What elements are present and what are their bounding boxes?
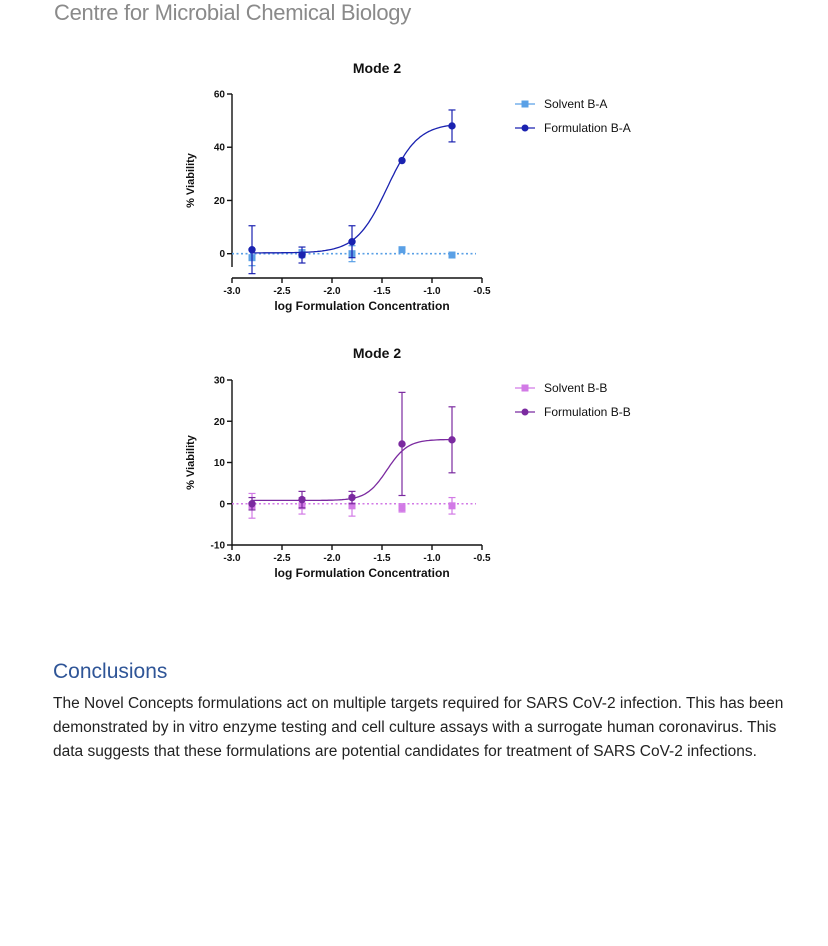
y-tick-label: 0 [219,249,225,261]
legend-label: Solvent B-A [544,97,608,111]
legend-entry [515,97,607,111]
y-tick-label: 0 [219,499,225,511]
x-tick-label: -1.5 [373,286,391,297]
conclusions-heading: Conclusions [53,660,168,683]
x-tick-label: -3.0 [223,553,241,564]
data-point [449,502,456,509]
y-tick-label: 20 [213,416,225,428]
legend-entry [515,381,607,395]
series-solvent-b-a [232,246,476,266]
conclusions-text: The Novel Concepts formulations act on multiple targets required for SARS CoV-2 infection. This has been demonstrated by in vitro enzyme testing and cell culture assays with a surrogate human coronavirus. This data suggests that these formulations are potential candidates for treatment of SARS CoV-2 infections. [53,695,784,760]
data-point [348,238,355,245]
data-point [248,500,255,507]
legend-marker [522,101,529,108]
data-point [398,440,405,447]
x-tick-label: -0.5 [473,286,491,297]
data-point [448,436,455,443]
chart-title: Mode 2 [352,60,402,76]
x-tick-label: -1.0 [423,286,441,297]
data-point [449,252,456,259]
x-tick-label: -2.0 [323,286,341,297]
x-tick-label: -1.5 [373,553,391,564]
y-tick-label: -10 [210,540,225,552]
y-axis-label: % Viability [185,153,197,208]
legend-marker [522,125,529,132]
legend-entry [515,405,631,419]
legend-label: Formulation B-A [544,121,631,135]
data-point [348,494,355,501]
data-point [298,496,305,503]
y-tick-label: 40 [213,142,225,154]
x-axis-label: log Formulation Concentration [274,566,450,580]
series-formulation-b-b [248,392,455,510]
data-point [398,157,405,164]
data-point [298,251,305,258]
legend-entry [515,121,631,135]
viability-chart-b-b [0,338,828,598]
series-formulation-b-a [248,110,455,274]
legend-label: Solvent B-B [544,381,608,395]
y-tick-label: 20 [213,195,225,207]
x-axis-label: log Formulation Concentration [274,299,450,313]
y-tick-label: 10 [213,458,225,469]
y-tick-label: 30 [213,375,225,387]
legend-marker [522,409,529,416]
legend-label: Formulation B-B [544,405,631,419]
x-tick-label: -2.5 [273,553,291,564]
x-tick-label: -3.0 [223,286,241,297]
x-tick-label: -0.5 [473,553,491,564]
data-point [448,122,455,129]
chart-title: Mode 2 [352,345,402,361]
y-tick-label: 60 [213,89,225,101]
x-tick-label: -2.5 [273,286,291,297]
x-tick-label: -2.0 [323,553,341,564]
x-tick-label: -1.0 [423,553,441,564]
y-axis-label: % Viability [185,435,197,490]
page-header: Centre for Microbial Chemical Biology [54,0,411,25]
data-point [399,246,406,253]
viability-chart-b-a [0,52,828,322]
data-point [399,504,406,511]
legend-marker [522,385,529,392]
data-point [248,246,255,253]
